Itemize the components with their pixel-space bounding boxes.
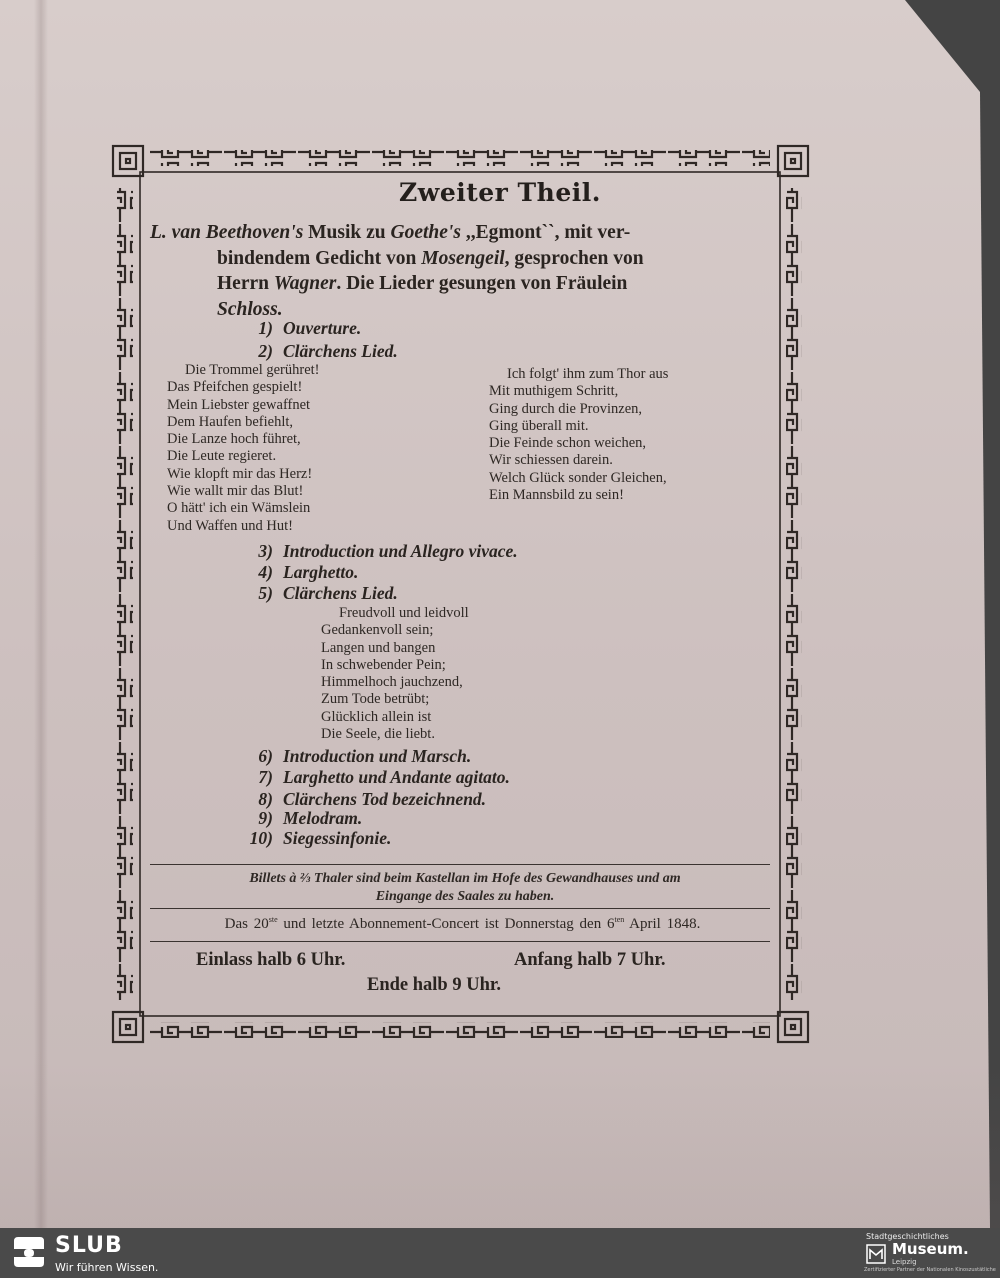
item-number: 3) (258, 541, 273, 561)
item-number: 1) (258, 318, 273, 338)
poem-line: Ging überall mit. (489, 417, 589, 434)
poem-line: Wie wallt mir das Blut! (167, 483, 304, 500)
item-number: 2) (258, 341, 273, 361)
song1-right-stanza (489, 366, 668, 504)
programme-item (233, 746, 471, 767)
programme-item (233, 828, 391, 849)
item-number: 9) (258, 808, 273, 828)
start-time: Anfang halb 7 Uhr. (514, 950, 666, 970)
item-number: 4) (258, 562, 273, 582)
poem-line: Wir schiessen darein. (489, 452, 613, 469)
intro-poet: Mosengeil (421, 247, 505, 269)
poem-line: Dem Haufen befiehlt, (167, 413, 294, 430)
poem-line: Die Trommel gerühret! (185, 362, 320, 378)
end-time: Ende halb 9 Uhr. (367, 975, 502, 995)
museum-emblem-icon (866, 1244, 886, 1264)
ticket-info (160, 870, 770, 906)
intro-line3-a: Herrn (217, 273, 269, 294)
poem-line: Die Seele, die liebt. (321, 726, 435, 743)
programme-item (233, 318, 361, 339)
poem-line: Himmelhoch jauchzend, (321, 674, 463, 691)
museum-partner: Zertifizierter Partner der Nationalen Kinoszustätliche (864, 1267, 996, 1273)
intro-with: , mit ver- (554, 222, 631, 243)
intro-work: ,,Egmont`` (465, 222, 555, 243)
slub-logo-icon[interactable] (12, 1235, 46, 1269)
item-label: Melodram. (283, 808, 363, 828)
programme-item (233, 808, 362, 829)
ticket-info-line: Eingange des Saales zu haben. (375, 889, 555, 904)
item-label: Larghetto und Andante agitato. (283, 767, 510, 787)
concert-text: und letzte Abonnement-Concert ist Donnerstag den 6 (277, 916, 615, 932)
concert-sup: ste (268, 915, 278, 924)
viewer-footer (0, 1228, 1000, 1278)
museum-city: Leipzig (892, 1258, 917, 1266)
museum-logo[interactable] (860, 1230, 995, 1276)
divider-rule (150, 864, 770, 865)
poem-line: Wie klopft mir das Herz! (167, 465, 313, 482)
programme-item (233, 341, 398, 362)
page-title: Zweiter Theil. (399, 178, 601, 207)
programme-item (233, 541, 518, 562)
concert-text: Das 20 (224, 916, 269, 932)
intro-music-to: Musik zu (308, 222, 386, 243)
poem-line: Ich folgt' ihm zum Thor aus (507, 366, 669, 382)
divider-rule (150, 941, 770, 942)
poem-line: Die Feinde schon weichen, (489, 435, 647, 452)
poem-line: Ein Mannsbild zu sein! (489, 487, 624, 504)
slub-tagline: Wir führen Wissen. (55, 1261, 159, 1274)
item-label: Clärchens Lied. (283, 341, 398, 361)
intro-composer: L. van Beethoven's (150, 222, 304, 243)
concert-notice (150, 915, 775, 933)
poem-line: Zum Tode betrübt; (321, 691, 430, 708)
intro-line2-b: , gesprochen von (504, 247, 644, 269)
concert-text: April 1848. (624, 916, 701, 932)
item-number: 6) (258, 746, 273, 766)
programme-item (233, 562, 358, 583)
museum-name: Museum. (892, 1240, 969, 1258)
item-label: Introduction und Marsch. (283, 746, 472, 766)
item-label: Larghetto. (283, 562, 359, 582)
poem-line: Und Waffen und Hut! (167, 517, 293, 534)
item-label: Siegessinfonie. (283, 828, 392, 848)
poem-line: Das Pfeifchen gespielt! (167, 379, 303, 396)
poem-line: Ging durch die Provinzen, (489, 400, 643, 417)
song1-left-stanza (167, 362, 320, 535)
intro-author: Goethe's (390, 222, 461, 243)
item-label: Clärchens Lied. (283, 583, 398, 603)
song2-stanza (321, 605, 469, 743)
intro-line2-a: bindendem Gedicht von (217, 247, 417, 269)
divider-rule (150, 908, 770, 909)
concert-sup: ten (614, 915, 625, 924)
poem-line: Langen und bangen (321, 639, 436, 656)
intro-speaker: Wagner (273, 273, 337, 294)
admission-time: Einlass halb 6 Uhr. (196, 950, 346, 970)
item-number: 5) (258, 583, 273, 603)
item-number: 7) (258, 767, 273, 787)
intro-singer: Schloss. (217, 298, 283, 320)
poem-line: In schwebender Pein; (321, 656, 446, 673)
poem-line: Welch Glück sonder Gleichen, (489, 469, 667, 486)
intro-line3-b: . Die Lieder gesungen von Fräulein (336, 273, 628, 294)
item-label: Ouverture. (283, 318, 362, 338)
item-label: Introduction und Allegro vivace. (283, 541, 518, 561)
item-number: 10) (249, 828, 273, 848)
ticket-info-line: Billets à ⅔ Thaler sind beim Kastellan im Hofe des Gewandhauses und am (249, 871, 681, 886)
item-number: 8) (258, 789, 273, 809)
poem-line: Glücklich allein ist (321, 708, 432, 725)
poem-line: Die Leute regieret. (167, 448, 277, 465)
poem-line: Mit muthigem Schritt, (489, 383, 619, 400)
programme-item (233, 583, 398, 604)
programme-item (233, 789, 486, 810)
museum-prefix: Stadtgeschichtliches (866, 1232, 949, 1241)
poem-line: Freudvoll und leidvoll (339, 605, 469, 621)
item-label: Clärchens Tod bezeichnend. (283, 789, 487, 809)
slub-name[interactable]: SLUB (55, 1233, 123, 1258)
programme-item (233, 767, 510, 788)
poem-line: O hätt' ich ein Wämslein (167, 500, 311, 517)
intro-paragraph (150, 220, 775, 322)
poem-line: Gedankenvoll sein; (321, 622, 434, 639)
poem-line: Mein Liebster gewaffnet (167, 396, 311, 413)
poem-line: Die Lanze hoch führet, (167, 431, 301, 448)
